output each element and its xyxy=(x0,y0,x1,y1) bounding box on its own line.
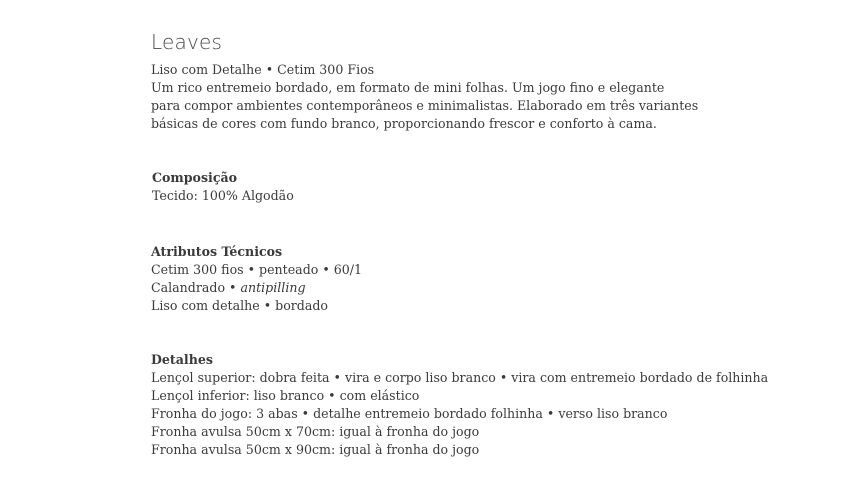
intro-section xyxy=(151,61,698,133)
attribute-italic-text: antipilling xyxy=(240,280,306,295)
description-line: Um rico entremeio bordado, em formato de mini folhas. Um jogo fino e elegante xyxy=(151,80,665,95)
detail-line: Lençol inferior: liso branco • com elástico xyxy=(151,388,420,403)
technical-attributes-heading: Atributos Técnicos xyxy=(151,244,283,259)
details-section xyxy=(151,351,768,459)
composition-section xyxy=(152,169,294,205)
technical-attributes-section xyxy=(151,243,362,315)
description-line: básicas de cores com fundo branco, proporcionando frescor e conforto à cama. xyxy=(151,116,657,131)
description-line: para compor ambientes contemporâneos e minimalistas. Elaborado em três variantes xyxy=(151,98,699,113)
attribute-text: Calandrado • xyxy=(151,280,241,295)
detail-line: Fronha avulsa 50cm x 70cm: igual à fronha do jogo xyxy=(151,424,480,439)
detail-line: Lençol superior: dobra feita • vira e corpo liso branco • vira com entremeio bordado de folhinha xyxy=(151,370,769,385)
detail-line: Fronha do jogo: 3 abas • detalhe entremeio bordado folhinha • verso liso branco xyxy=(151,406,668,421)
attribute-line: Cetim 300 fios • penteado • 60/1 xyxy=(151,262,363,277)
attribute-line: Liso com detalhe • bordado xyxy=(151,298,329,313)
product-subtitle: Liso com Detalhe • Cetim 300 Fios xyxy=(151,62,375,77)
composition-heading: Composição xyxy=(152,170,238,185)
composition-line: Tecido: 100% Algodão xyxy=(152,188,294,203)
detail-line: Fronha avulsa 50cm x 90cm: igual à fronha do jogo xyxy=(151,442,480,457)
page-title: Leaves xyxy=(151,30,223,54)
details-heading: Detalhes xyxy=(151,352,213,367)
attribute-line xyxy=(151,279,362,297)
